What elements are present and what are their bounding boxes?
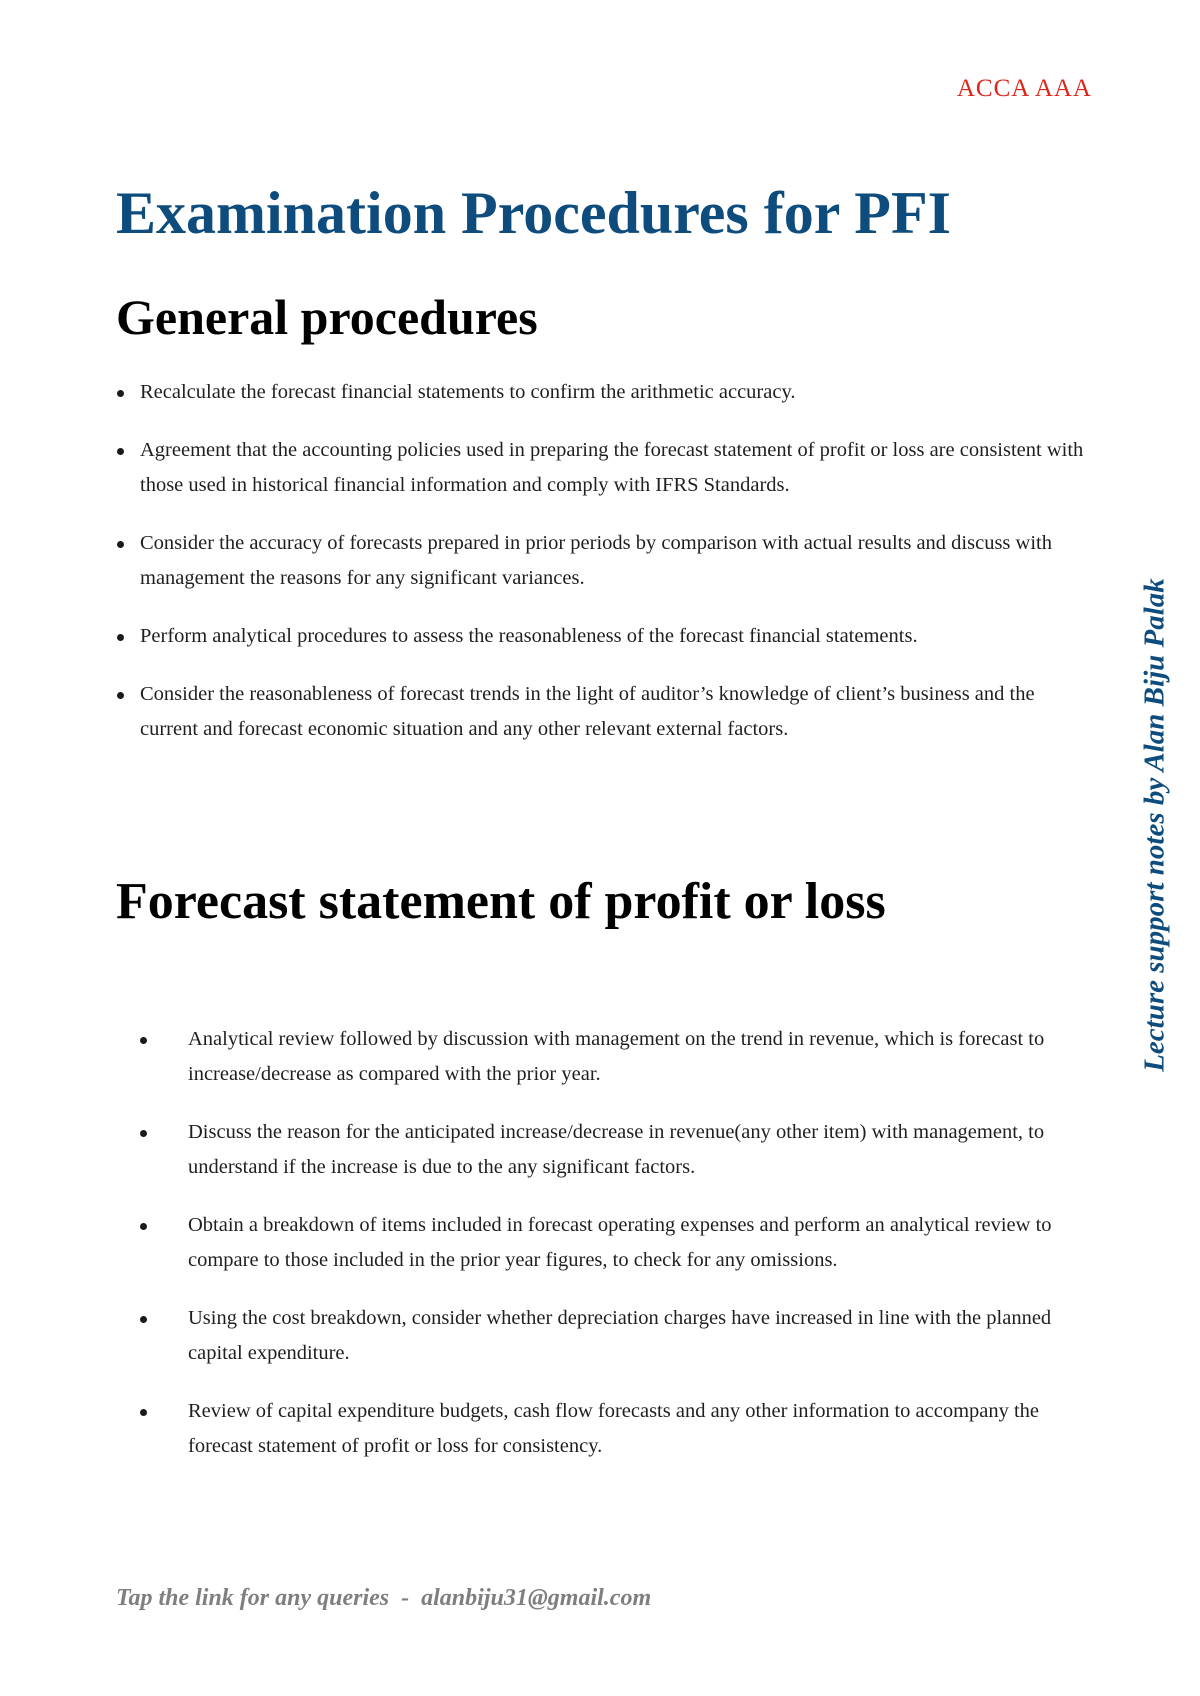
list-item-text: Using the cost breakdown, consider whether depreciation charges have increased in line with the planned capital expenditure. — [188, 1307, 1052, 1364]
side-note-author: Lecture support notes by Alan Biju Palak — [1138, 578, 1171, 1072]
bullet-icon — [140, 1409, 147, 1416]
list-item-text: Review of capital expenditure budgets, cash flow forecasts and any other information to accompany the forecast statement of profit or loss for consistency. — [188, 1400, 1040, 1457]
bullet-icon — [117, 541, 124, 548]
bullet-icon — [117, 634, 124, 641]
list-item-text: Perform analytical procedures to assess the reasonableness of the forecast financial statements. — [140, 625, 918, 647]
list-item — [140, 677, 1090, 747]
list-item — [188, 1115, 1088, 1185]
forecast-procedures-list — [188, 1022, 1088, 1487]
section-heading-general: General procedures — [116, 289, 538, 345]
general-procedures-list — [140, 375, 1090, 770]
bullet-icon — [117, 692, 124, 699]
header-tag: ACCA AAA — [956, 75, 1092, 102]
bullet-icon — [117, 390, 124, 397]
list-item-text: Discuss the reason for the anticipated increase/decrease in revenue(any other item) with management, to understand if the increase is due to the any significant factors. — [188, 1121, 1045, 1178]
list-item-text: Analytical review followed by discussion with management on the trend in revenue, which is forecast to increase/decrease as compared with the prior year. — [188, 1028, 1045, 1085]
list-item-text: Consider the accuracy of forecasts prepared in prior periods by comparison with actual results and discuss with management the reasons for any significant variances. — [140, 532, 1052, 589]
list-item — [140, 619, 1090, 654]
section-heading-forecast: Forecast statement of profit or loss — [116, 873, 886, 930]
bullet-icon — [140, 1130, 147, 1137]
list-item — [188, 1208, 1088, 1278]
bullet-icon — [117, 448, 124, 455]
bullet-icon — [140, 1223, 147, 1230]
list-item — [188, 1301, 1088, 1371]
footer-contact[interactable]: Tap the link for any queries - alanbiju31@gmail.com — [116, 1585, 652, 1611]
list-item-text: Obtain a breakdown of items included in forecast operating expenses and perform an analytical review to compare to those included in the prior year figures, to check for any omissions. — [188, 1214, 1052, 1271]
list-item — [140, 433, 1090, 503]
page-title: Examination Procedures for PFI — [116, 180, 951, 246]
bullet-icon — [140, 1316, 147, 1323]
list-item — [140, 375, 1090, 410]
list-item — [140, 526, 1090, 596]
list-item-text: Consider the reasonableness of forecast trends in the light of auditor’s knowledge of client’s business and the current and forecast economic situation and any other relevant external factors. — [140, 683, 1035, 740]
list-item-text: Agreement that the accounting policies used in preparing the forecast statement of profit or loss are consistent with those used in historical financial information and comply with IFRS Standards. — [140, 439, 1084, 496]
bullet-icon — [140, 1037, 147, 1044]
list-item-text: Recalculate the forecast financial statements to confirm the arithmetic accuracy. — [140, 381, 796, 403]
list-item — [188, 1022, 1088, 1092]
list-item — [188, 1394, 1088, 1464]
